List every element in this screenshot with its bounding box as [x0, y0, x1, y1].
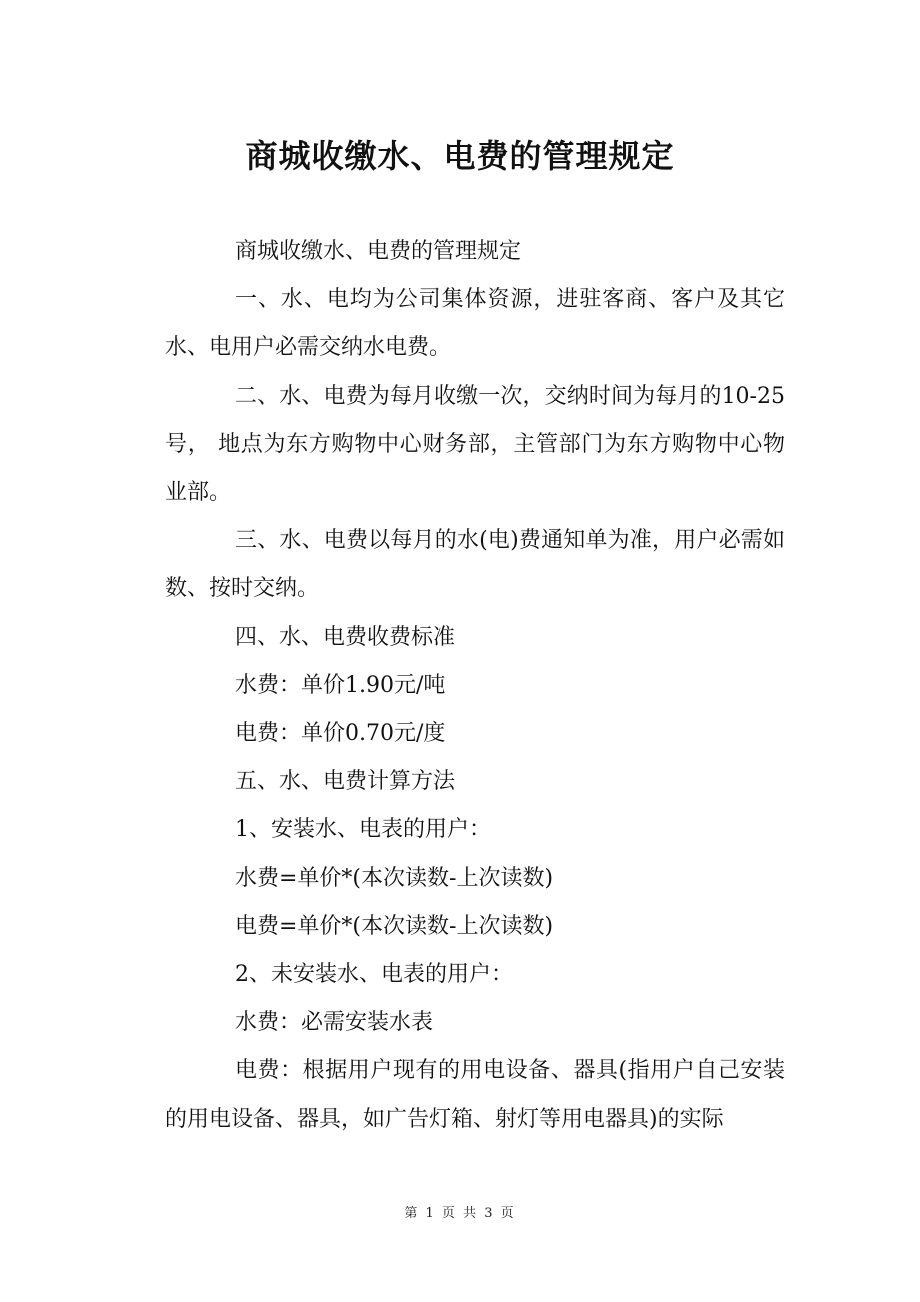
- paragraph-water-meter-required: 水费：必需安装水表: [235, 1010, 434, 1036]
- paragraph-water-formula: 水费=单价*(本次读数-上次读数): [235, 865, 554, 891]
- paragraph-unmetered-users: 2、未安装水、电表的用户：: [235, 962, 513, 988]
- paragraph-electric-estimate: 电费：根据用户现有的用电设备、器具(指用户自己安装的用电设备、器具，如广告灯箱、射灯等用电器具)的实际: [165, 1058, 785, 1132]
- paragraph-section-5: 五、水、电费计算方法: [235, 769, 456, 795]
- paragraph-water-rate: 水费：单价1.90元/吨: [235, 672, 446, 698]
- paragraph-section-2: 二、水、电费为每月收缴一次，交纳时间为每月的10-25号， 地点为东方购物中心财务部，主管部门为东方购物中心物业部。: [165, 383, 785, 506]
- paragraph-electric-rate: 电费：单价0.70元/度: [235, 721, 446, 747]
- paragraph-heading: 商城收缴水、电费的管理规定: [235, 239, 522, 264]
- paragraph-section-3: 三、水、电费以每月的水(电)费通知单为准，用户必需如数、按时交纳。: [165, 528, 785, 602]
- document-title: 商城收缴水、电费的管理规定: [245, 137, 675, 175]
- paragraph-section-1: 一、水、电均为公司集体资源，进驻客商、客户及其它水、电用户必需交纳水电费。: [165, 287, 785, 361]
- paragraph-section-4: 四、水、电费收费标准: [235, 624, 456, 650]
- paragraph-electric-formula: 电费=单价*(本次读数-上次读数): [235, 913, 554, 939]
- paragraph-metered-users: 1、安装水、电表的用户：: [235, 817, 491, 843]
- page-number-footer: 第 1 页 共 3 页: [404, 1206, 516, 1221]
- document-body: [165, 228, 785, 1144]
